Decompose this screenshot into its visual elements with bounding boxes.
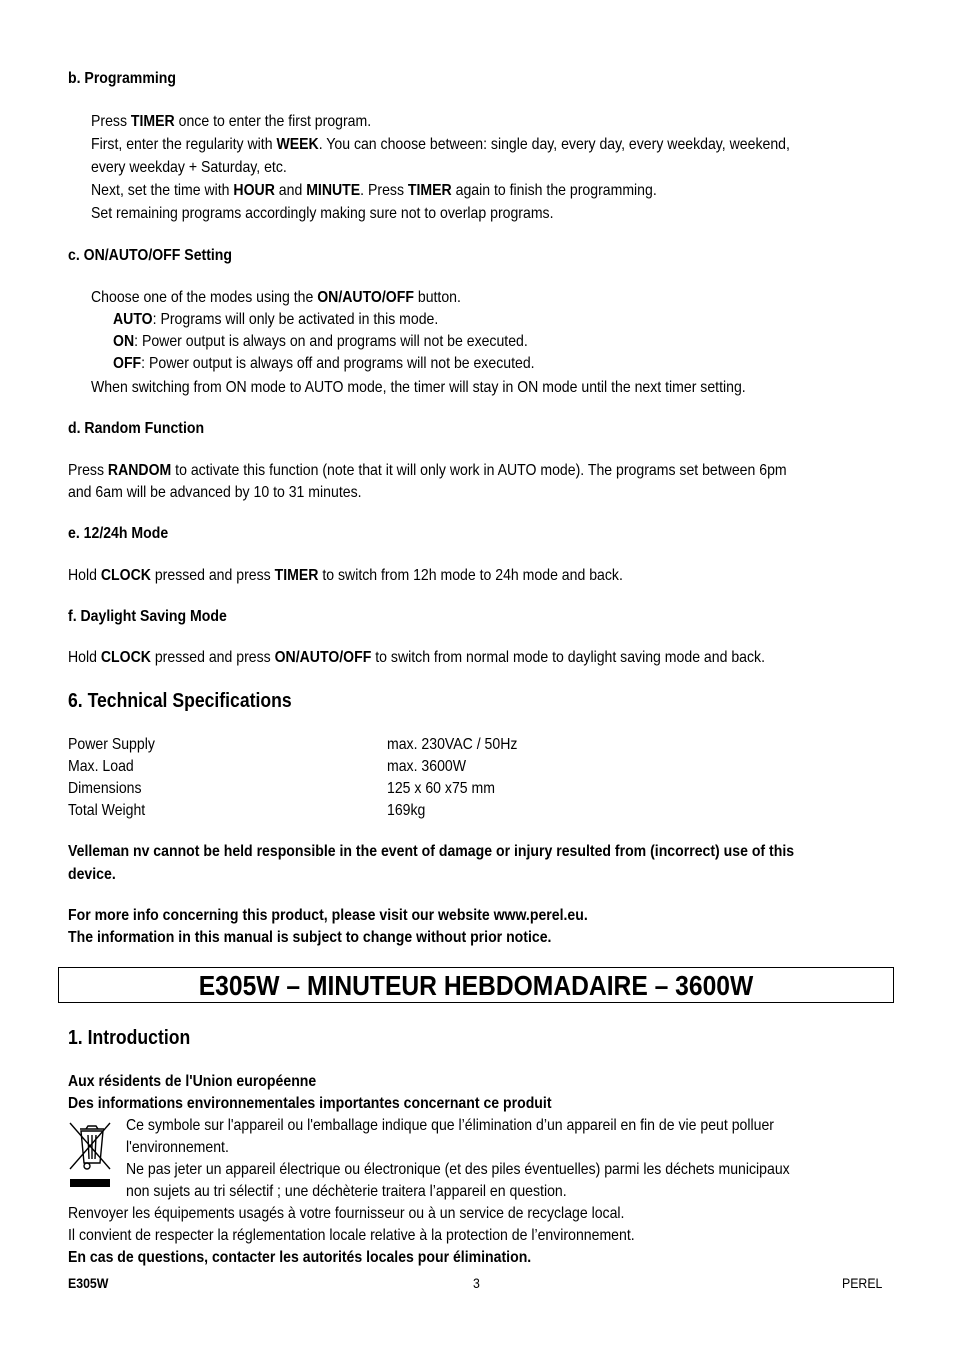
section-heading-daylight: f. Daylight Saving Mode [68,608,227,625]
french-title-box [58,967,894,1003]
intro-subheading-2: Des informations environnementales importantes concernant ce produit [68,1095,552,1112]
footer-page-number: 3 [473,1275,480,1291]
programming-line-1: Press TIMER once to enter the first program. [91,113,372,130]
french-title: E305W – MINUTEUR HEBDOMADAIRE – 3600W [198,970,754,1001]
spec-label-load: Max. Load [68,758,134,775]
spec-value-dimensions: 125 x 60 x75 mm [387,780,496,797]
section-heading-onautooff: c. ON/AUTO/OFF Setting [68,247,233,264]
intro-paragraph-4: non sujets au tri sélectif ; une déchèterie traitera l’appareil en question. [126,1183,567,1200]
programming-line-3: every weekday + Saturday, etc. [91,159,287,176]
intro-paragraph-3: Ne pas jeter un appareil électrique ou électronique (et des piles éventuelles) parmi les déchets municipaux [126,1161,790,1178]
disclaimer-line-4: The information in this manual is subject to change without prior notice. [68,929,552,946]
daylight-line-1: Hold CLOCK pressed and press ON/AUTO/OFF to switch from normal mode to daylight saving mode and back. [68,649,765,666]
onautooff-off: OFF: Power output is always off and programs will not be executed. [113,355,535,372]
intro-paragraph-6: Il convient de respecter la réglementation locale relative à la protection de l’environnement. [68,1227,635,1244]
intro-paragraph-1: Ce symbole sur l'appareil ou l'emballage indique que l’élimination d’un appareil en fin de vie peut polluer [126,1117,774,1134]
spec-value-weight: 169kg [387,802,426,819]
spec-value-power: max. 230VAC / 50Hz [387,736,518,753]
crossed-out-wheelie-bin-icon [66,1119,114,1191]
intro-paragraph-2: l'environnement. [126,1139,229,1156]
spec-label-power: Power Supply [68,736,155,753]
spec-label-weight: Total Weight [68,802,146,819]
footer-brand: PEREL [842,1275,883,1291]
intro-paragraph-7: En cas de questions, contacter les autorités locales pour élimination. [68,1249,532,1266]
onautooff-auto: AUTO: Programs will only be activated in this mode. [113,311,439,328]
onautooff-line-1: Choose one of the modes using the ON/AUTO/OFF button. [91,289,461,306]
spec-label-dimensions: Dimensions [68,780,142,797]
disclaimer-line-2: device. [68,866,116,883]
programming-line-4: Next, set the time with HOUR and MINUTE. Press TIMER again to finish the programming. [91,182,657,199]
section-heading-1224: e. 12/24h Mode [68,525,169,542]
random-line-1: Press RANDOM to activate this function (note that it will only work in AUTO mode). The programs set between 6pm [68,462,787,479]
disclaimer-line-3: For more info concerning this product, please visit our website www.perel.eu. [68,907,588,924]
section-heading-specs: 6. Technical Specifications [68,690,292,712]
programming-line-2: First, enter the regularity with WEEK. You can choose between: single day, every day, every weekday, weekend, [91,136,790,153]
random-line-2: and 6am will be advanced by 10 to 31 minutes. [68,484,362,501]
section-heading-programming: b. Programming [68,70,176,87]
intro-subheading-1: Aux résidents de l'Union européenne [68,1073,317,1090]
intro-paragraph-5: Renvoyer les équipements usagés à votre fournisseur ou à un service de recyclage local. [68,1205,625,1222]
section-heading-random: d. Random Function [68,420,205,437]
onautooff-line-5: When switching from ON mode to AUTO mode, the timer will stay in ON mode until the next timer setting. [91,379,746,396]
onautooff-on: ON: Power output is always on and programs will not be executed. [113,333,528,350]
disclaimer-line-1: Velleman nv cannot be held responsible in the event of damage or injury resulted from (incorrect) use of this [68,843,795,860]
section-heading-introduction: 1. Introduction [68,1027,191,1049]
spec-value-load: max. 3600W [387,758,467,775]
footer-model: E305W [68,1275,109,1291]
mode1224-line-1: Hold CLOCK pressed and press TIMER to switch from 12h mode to 24h mode and back. [68,567,623,584]
programming-line-5: Set remaining programs accordingly making sure not to overlap programs. [91,205,554,222]
